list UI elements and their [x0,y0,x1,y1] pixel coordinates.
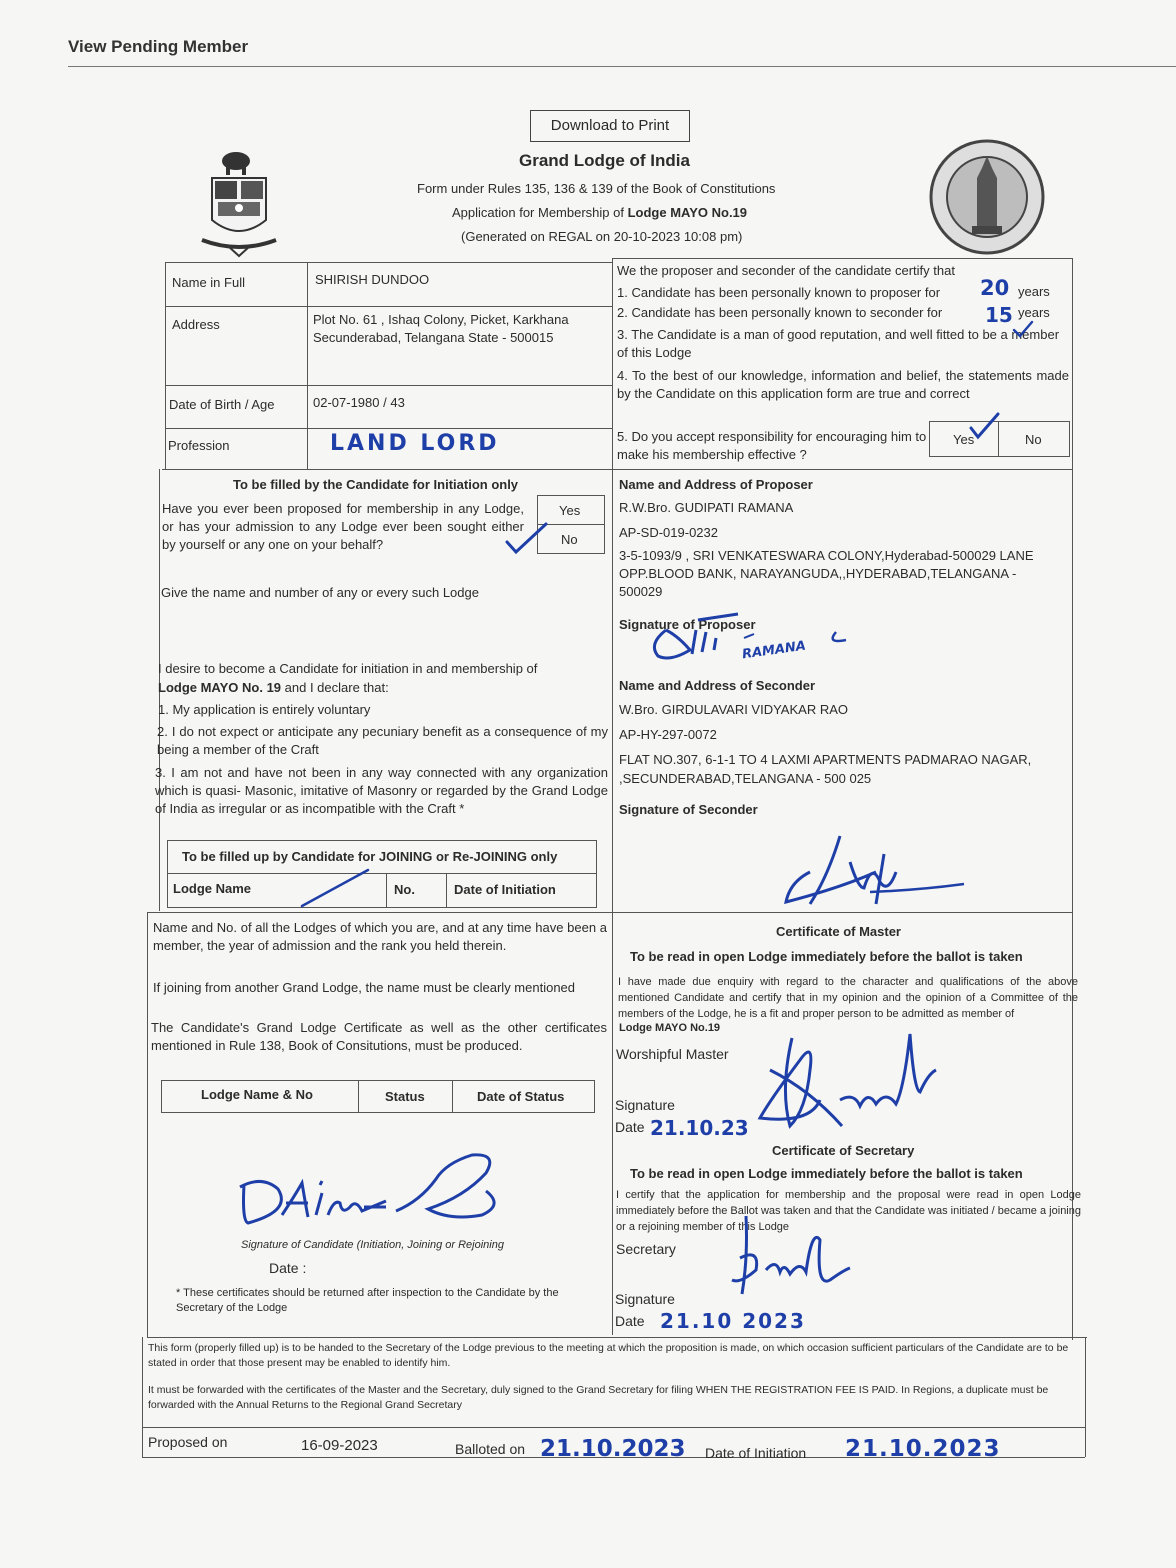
address-line-1: Plot No. 61 , Ishaq Colony, Picket, Karkhana [313,312,569,327]
seconder-known-years: 15 [985,303,1013,327]
col-lodge-name-no: Lodge Name & No [201,1087,313,1102]
master-subheading: To be read in open Lodge immediately before the ballot is taken [630,949,1023,964]
certificates-footnote: * These certificates should be returned after inspection to the Candidate by the Secretary of the Lodge [176,1287,559,1314]
desire-lodge-line [158,680,389,695]
candidate-signature-icon [236,1145,506,1233]
proposer-signature-label: Signature of Proposer [619,617,756,632]
joining-strike-mark-icon [300,868,370,908]
joining-heading: To be filled up by Candidate for JOINING or Re-JOINING only [182,849,558,864]
application-lodge: Lodge MAYO No.19 [627,205,748,220]
proposed-on-value: 16-09-2023 [301,1437,378,1454]
seconder-id: AP-HY-297-0072 [619,727,717,742]
proposed-before-no-checkmark-icon [504,522,548,554]
form-application-line [452,205,747,220]
give-lodge-name-label: Give the name and number of any or every such Lodge [161,585,479,600]
proposed-on-label: Proposed on [148,1434,228,1450]
initiation-heading: To be filled by the Candidate for Initiation only [233,477,519,492]
generated-line: (Generated on REGAL on 20-10-2023 10:08 pm) [461,229,743,244]
note-2: It must be forwarded with the certificates of the Master and the Secretary, duly signed to the Grand Secretary for filing WHEN THE REGISTRATION FEE IS PAID. In Regions, a duplicate must be forwarded with the Annual Returns to the Regional Grand Secretary [148,1384,1049,1411]
master-body-lodge: Lodge MAYO No.19 [619,1022,721,1034]
desire-line: I desire to become a Candidate for initiation in and membership of [158,661,538,676]
joining-paragraph-1: Name and No. of all the Lodges of which you are, and at any time have been a member, the year of admission and the rank you held therein. [153,920,607,953]
secretary-signature-label: Signature [615,1291,675,1307]
desire-lodge: Lodge MAYO No. 19 [158,680,282,695]
profession-value: LAND LORD [330,431,500,456]
accept-no-label: No [1025,432,1042,447]
certify-item-4: 4. To the best of our knowledge, information and belief, the statements made by the Candidate on this application form are true and correct [617,368,1069,401]
joining-col-no: No. [394,882,415,897]
application-prefix: Application for Membership of [452,205,628,220]
dob-value: 02-07-1980 / 43 [313,395,405,410]
proposer-name: R.W.Bro. GUDIPATI RAMANA [619,500,794,515]
dob-label: Date of Birth / Age [169,397,275,412]
candidate-signature-caption: Signature of Candidate (Initiation, Joining or Rejoining [241,1239,504,1251]
secretary-date-label: Date [615,1313,645,1329]
secretary-role-label: Secretary [616,1241,676,1257]
certify-item-3: 3. The Candidate is a man of good reputation, and well fitted to be a member of this Lodge [617,327,1060,360]
balloted-on-value: 21.10.2023 [540,1436,686,1462]
date-of-initiation-label: Date of Initiation [705,1445,807,1461]
proposed-before-no-label: No [561,532,578,547]
proposer-address: 3-5-1093/9 , SRI VENKATESWARA COLONY,Hyderabad-500029 LANE OPP.BLOOD BANK, NARAYANGUDA,,HYDERABAD,TELANGANA - 500029 [619,548,1034,599]
candidate-date-label: Date : [269,1260,307,1276]
joining-paragraph-3: The Candidate's Grand Lodge Certificate as well as the other certificates mentioned in Rule 138, Book of Consitutions, must be produced. [151,1020,607,1053]
regional-grand-lodge-seal-icon [928,138,1046,256]
certify-item-1: 1. Candidate has been personally known to proposer for [617,285,941,300]
address-label: Address [172,317,220,332]
secretary-body: I certify that the application for membership and the proposal were read in open Lodge immediately before the Ballot was taken and that the Candidate was initiated / became a joining or a rejoining member of this Lodge [616,1189,1081,1233]
seconder-signature-icon [780,832,970,914]
proposer-known-years: 20 [980,276,1010,300]
master-date-value: 21.10.23 [650,1116,749,1140]
form-subtitle: Form under Rules 135, 136 & 139 of the Book of Constitutions [417,181,776,196]
col-date-of-status: Date of Status [477,1089,565,1104]
worshipful-master-label: Worshipful Master [616,1046,729,1062]
seconder-name: W.Bro. GIRDULAVARI VIDYAKAR RAO [619,702,848,717]
declaration-1: 1. My application is entirely voluntary [158,702,371,717]
proposer-signature-text: RAMANA [741,638,807,663]
accept-yes-checkmark-icon [968,412,1000,440]
grand-lodge-emblem-icon [198,148,280,260]
master-signature-icon [750,1030,940,1142]
balloted-on-label: Balloted on [455,1441,526,1457]
joining-paragraph-2: If joining from another Grand Lodge, the name must be clearly mentioned [153,980,576,995]
secretary-signature-icon [720,1208,860,1308]
master-date-label: Date [615,1119,645,1135]
years-label-1: years [1018,284,1050,299]
name-label: Name in Full [172,275,245,290]
secretary-date-value: 21.10 2023 [660,1309,806,1333]
desire-suffix: and I declare that: [281,680,389,695]
seal-text [928,240,929,241]
master-heading: Certificate of Master [776,924,901,939]
initiation-question: Have you ever been proposed for membership in any Lodge, or has your admission to any Lodge ever been sought either by yourself or any one on your behalf? [162,501,524,552]
seconder-address-line-2: ,SECUNDERABAD,TELANGANA - 500 025 [619,771,872,786]
download-to-print-button[interactable]: Download to Print [530,110,690,142]
date-of-initiation-value: 21.10.2023 [845,1436,1001,1462]
proposer-id: AP-SD-019-0232 [619,525,718,540]
page-title: View Pending Member [68,37,249,56]
item3-tick-icon [1012,320,1034,338]
joining-col-date-of-initiation: Date of Initiation [454,882,556,897]
declaration-2: 2. I do not expect or anticipate any pecuniary benefit as a consequence of my being a member of the Craft [157,724,608,757]
certify-intro: We the proposer and seconder of the candidate certify that [617,263,955,278]
accept-yes-label: Yes [953,432,975,447]
certify-item-2: 2. Candidate has been personally known to seconder for [617,305,943,320]
name-value: SHIRISH DUNDOO [315,272,430,287]
master-body: I have made due enquiry with regard to the character and qualifications of the above mentioned Candidate and certify that in my opinion and the opinion of a Committee of the members of the Lodge, he is a fit and proper person to be admitted as member of [618,976,1078,1020]
proposed-before-yes-label: Yes [559,503,581,518]
proposer-heading: Name and Address of Proposer [619,477,813,492]
address-line-2: Secunderabad, Telangana State - 500015 [313,330,554,345]
heading-divider [68,66,1176,67]
seconder-address-line-1: FLAT NO.307, 6-1-1 TO 4 LAXMI APARTMENTS PADMARAO NAGAR, [619,752,1032,767]
col-status: Status [385,1089,425,1104]
declaration-3: 3. I am not and have not been in any way connected with any organization which is quasi- Masonic, imitative of Masonry or regarded by the Grand Lodge of India as irregular or as incompatible with the Craft * [155,765,608,816]
form-title: Grand Lodge of India [519,151,690,170]
note-1: This form (properly filled up) is to be handed to the Secretary of the Lodge previous to the meeting at which the proposition is made, on which occasion sufficient particulars of the Candidate are to be stated in order that those present may be enabled to identify him. [148,1342,1069,1369]
secretary-subheading: To be read in open Lodge immediately before the ballot is taken [630,1166,1023,1181]
profession-label: Profession [168,438,230,453]
certify-item-5: 5. Do you accept responsibility for encouraging him to make his membership effective ? [617,429,927,462]
seconder-heading: Name and Address of Seconder [619,678,816,693]
secretary-heading: Certificate of Secretary [772,1143,915,1158]
seconder-signature-label: Signature of Seconder [619,802,758,817]
master-signature-label: Signature [615,1097,675,1113]
joining-col-lodge-name: Lodge Name [173,881,252,896]
years-label-2: years [1018,305,1050,320]
